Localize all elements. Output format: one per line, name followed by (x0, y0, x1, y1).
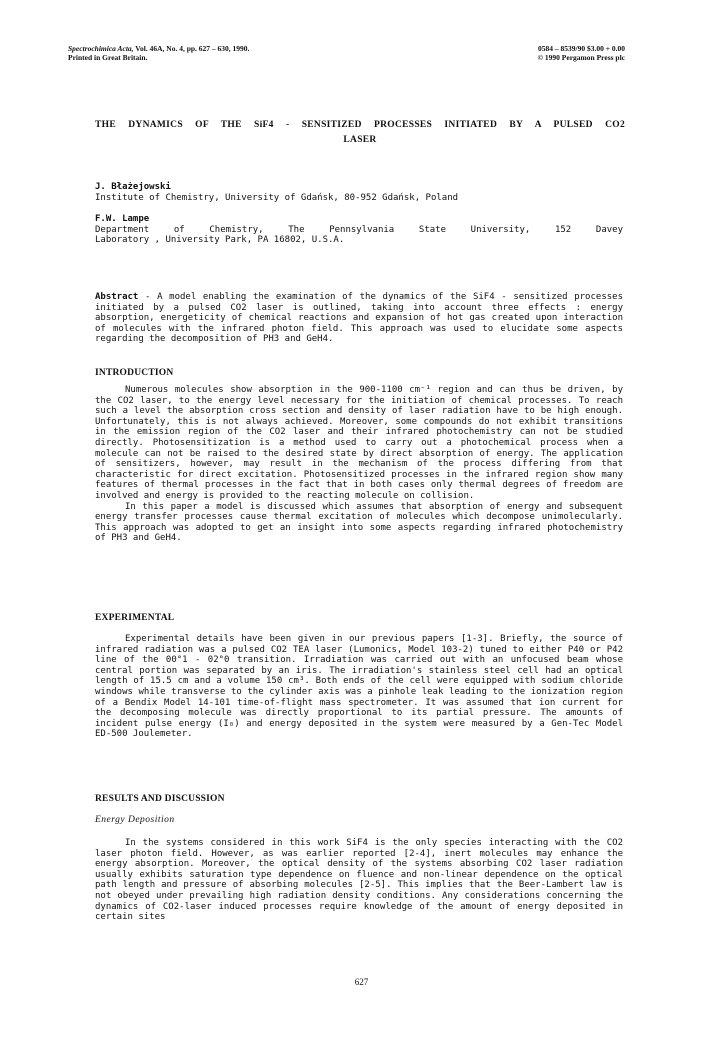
results-body (95, 838, 623, 923)
author-affiliation: Department of Chemistry, The Pennsylvania State University, 152 Davey (95, 224, 623, 235)
introduction-body (95, 385, 623, 544)
section-heading-introduction: INTRODUCTION (95, 368, 174, 378)
abstract-label: Abstract (95, 292, 139, 302)
paragraph: In the systems considered in this work SiF4 is the only species interacting with the CO2 laser photon field. However, as was earlier reported [2-4], inert molecules may enhance the energy absorption. Moreover, the optical density of the systems absorbing CO2 laser radiation usually exhibits saturation type dependence on fluence and non-linear dependence on the optical path length and pressure of absorbing molecules [2-5]. This implies that the Beer-Lambert law is not obeyed under prevailing high radiation density conditions. Any considerations concerning the dynamics of CO2-laser induced processes require knowledge of the amount of energy deposited in certain sites (95, 838, 623, 923)
paragraph: Numerous molecules show absorption in the 900-1100 cm⁻¹ region and can thus be driven, by the CO2 laser, to the energy level necessary for the initiation of chemical processes. To reach such a level the absorption cross section and density of laser radiation have to be high enough. Unfortunately, this is not always achieved. Moreover, some compounds do not exhibit transitions in the emission region of the CO2 laser and their infrared photochemistry can not be studied directly. Photosensitization is a method used to carry out a photochemical process when a molecule can not be raised to the desired state by direct absorption of energy. The application of sensitizers, however, may result in the mechanism of the process differing from that characteristic for direct excitation. Photosensitized processes in the infrared region show many features of thermal processes in the fact that in both cases only thermal degrees of freedom are involved and energy is provided to the reacting molecule on collision. (95, 385, 623, 501)
journal-header-left (68, 44, 249, 62)
journal-citation: Vol. 46A, No. 4, pp. 627 – 630, 1990. (133, 44, 250, 53)
section-heading-results: RESULTS AND DISCUSSION (95, 794, 225, 804)
subsection-heading-energy-deposition: Energy Deposition (95, 815, 175, 825)
title-line-2: LASER (343, 135, 377, 145)
printed-in: Printed in Great Britain. (68, 53, 148, 62)
page-number: 627 (354, 977, 369, 987)
experimental-body (95, 634, 623, 740)
title-line-1: THE DYNAMICS OF THE SiF4 - SENSITIZED PROCESSES INITIATED BY A PULSED CO2 (95, 120, 625, 130)
abstract (95, 292, 623, 345)
journal-header-right (537, 44, 625, 62)
author-name: F.W. Lampe (95, 214, 150, 224)
section-heading-experimental: EXPERIMENTAL (95, 613, 175, 623)
copyright: © 1990 Pergamon Press plc (537, 53, 625, 62)
paper-title (95, 118, 625, 148)
author-affiliation-cont: Laboratory , University Park, PA 16802, U.S.A. (95, 235, 345, 246)
journal-name: Spectrochimica Acta, (68, 44, 134, 53)
abstract-text: - A model enabling the examination of the dynamics of the SiF4 - sensitized processes initiated by a pulsed CO2 laser is outlined, taking into account three effects : energy absorption, energeticity of chemical reactions and expansion of hot gas created upon interaction of molecules with the infrared photon field. This approach was used to elucidate some aspects regarding the decomposition of PH3 and GeH4. (95, 292, 623, 345)
author-1 (95, 182, 623, 203)
author-2 (95, 214, 623, 246)
paragraph: Experimental details have been given in our previous papers [1-3]. Briefly, the source of infrared radiation was a pulsed CO2 TEA laser (Lumonics, Model 103-2) tuned to either P40 or P42 line of the 00°1 - 02°0 transition. Irradiation was carried out with an unfocused beam whose central portion was separated by an iris. The irradiation's stainless steel cell had an optical length of 15.5 cm and a volume 150 cm³. Both ends of the cell were equipped with sodium chloride windows while transverse to the cylinder axis was a pinhole leak leading to the ionization region of a Bendix Model 14-101 time-of-flight mass spectrometer. It was assumed that ion current for the decomposing molecule was directly proportional to its partial pressure. The amounts of incident pulse energy (I₀) and energy deposited in the system were measured by a Gen-Tec Model ED-500 Joulemeter. (95, 634, 623, 740)
author-name: J. Błażejowski (95, 182, 171, 192)
issn-price: 0584 – 8539/90 $3.00 + 0.00 (538, 44, 625, 53)
author-affiliation: Institute of Chemistry, University of Gdańsk, 80-952 Gdańsk, Poland (95, 192, 459, 203)
paragraph: In this paper a model is discussed which assumes that absorption of energy and subsequent energy transfer processes cause thermal excitation of molecules which decompose unimolecularly. This approach was adopted to get an insight into some aspects regarding infrared photochemistry of PH3 and GeH4. (95, 501, 623, 544)
